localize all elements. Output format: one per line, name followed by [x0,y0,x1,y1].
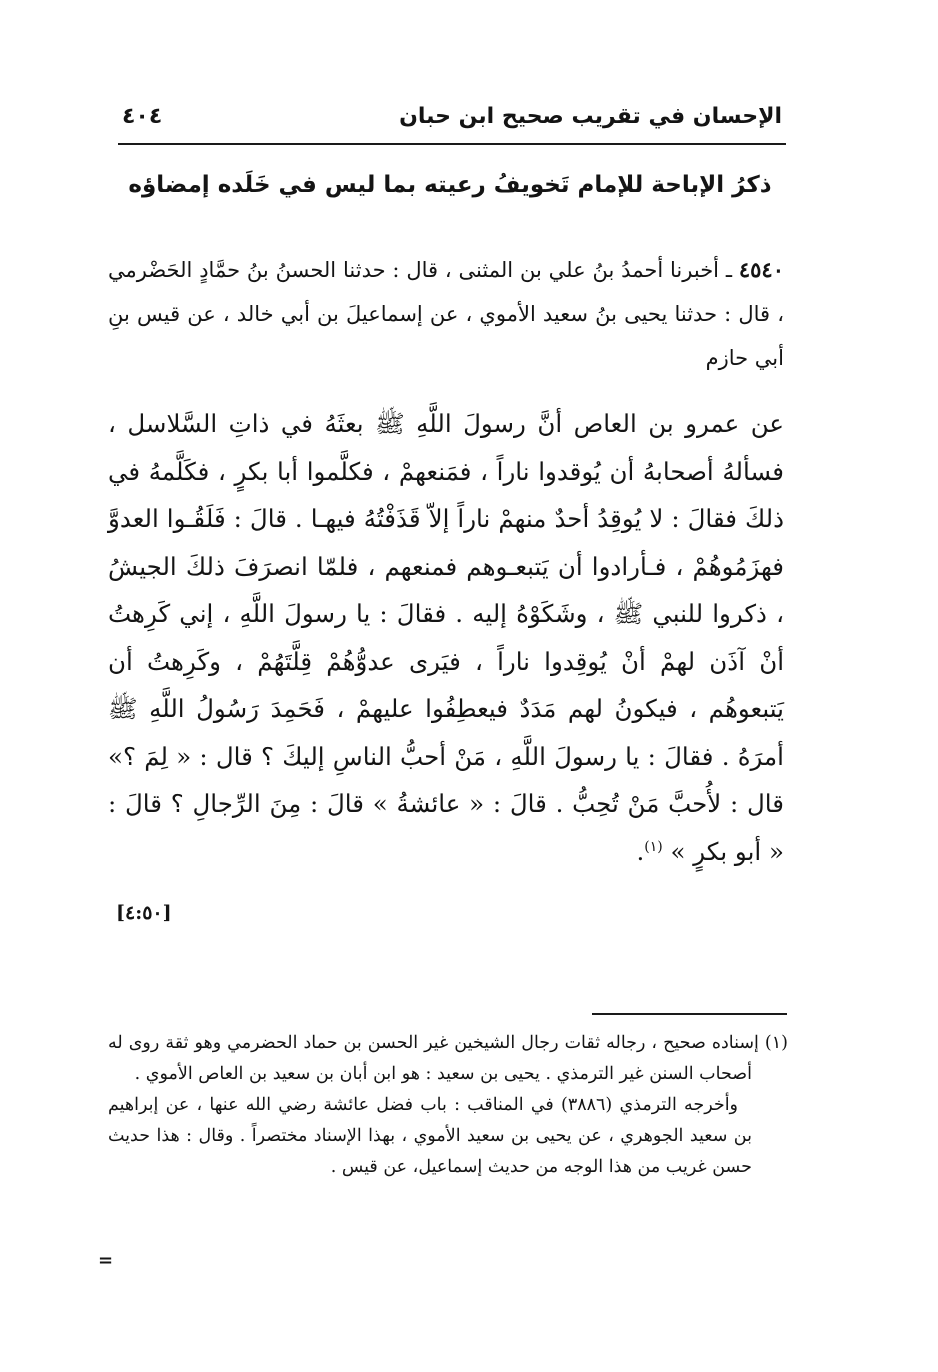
matn-end-mark: . [636,836,645,866]
book-title: الإحسان في تقريب صحيح ابن حبان [399,104,782,129]
hadith-number: ٤٥٤٠ [738,257,784,282]
header-rule [118,143,786,145]
footnote-1: (١) إسناده صحيح ، رجاله ثقات رجال الشيخين غير الحسن بن حماد الحضرمي وهو ثقة روى له أصحاب السنن غير الترمذي . يحيى بن سعيد : هو ابن أبان بن سعيد بن العاص الأموي . [108,1033,788,1084]
footnote-reference: (١) [644,838,663,855]
footnote-separator [592,1013,787,1015]
footnotes [108,1028,788,1183]
isnad-paragraph [108,248,784,380]
page-number: ٤٠٤ [122,104,163,129]
cross-reference: [٤:٥٠] [116,902,172,924]
page-continuation-mark: = [98,1250,114,1271]
matn-paragraph [108,400,784,875]
footnote-1-continuation: وأخرجه الترمذي (٣٨٨٦) في المناقب : باب فضل عائشة رضي الله عنها ، عن إبراهيم بن سعيد الجوهري ، عن يحيى بن سعيد الأموي ، بهذا الإسناد مختصراً . وقال : هذا حديث حسن غريب من هذا الوجه من حديث إسماعيل، عن قيس . [108,1095,753,1177]
chapter-heading: ذكرُ الإباحة للإمام تَخويفُ رعيته بما ليس في خَلَده إمضاؤه [128,172,772,198]
isnad-text: ـ أخبرنا أحمدُ بنُ علي بن المثنى ، قال : حدثنا الحسنُ بنُ حمَّادٍ الحَضْرمي ، قال : حدثنا يحيى بنُ سعيد الأموي ، عن إسماعيلَ بن أبي خالد ، عن قيس بنِ أبي حازم [108,258,784,370]
matn-text: عن عمرو بن العاص أنَّ رسولَ اللَّهِ ﷺ بعثَهُ في ذاتِ السَّلاسل ، فسألهُ أصحابهُ أن يُوقدوا ناراً ، فمَنعهمْ ، فكلَّموا أبا بكرٍ ، فكَلَّمهُ في ذلكَ فقالَ : لا يُوقِدُ أحدٌ منهمْ ناراً إلاّ قَذَفْتُهُ فيهـا . قالَ : فَلَقُـوا العدوَّ فهزَمُوهُمْ ، فـأرادوا أن يَتبعـوهم فمنعهم ، فلمّا انصرَفَ ذلكَ الجيشُ ، ذكروا للنبي ﷺ ، وشَكَوْهُ إليه . فقالَ : يا رسولَ اللَّهِ ، إني كَرِهتُ أنْ آذَن لهمْ أنْ يُوقِدوا ناراً ، فيَرى عدوُّهُمْ قِلَّتَهُمْ ، وكَرِهتُ أن يَتبعوهُم ، فيكونُ لهم مَدَدٌ فيعطِفُوا عليهمْ ، فَحَمِدَ رَسُولُ اللَّهِ ﷺ أمرَهُ . فقالَ : يا رسولَ اللَّهِ ، مَنْ أحبُّ الناسِ إليكَ ؟ قال : « لِمَ ؟» قال : لأُحبَّ مَنْ تُحِبُّ . قالَ : « عائشةُ » قالَ : مِنَ الرِّجالِ ؟ قالَ : « أبو بكرٍ » [108,409,784,866]
running-header [118,104,782,140]
